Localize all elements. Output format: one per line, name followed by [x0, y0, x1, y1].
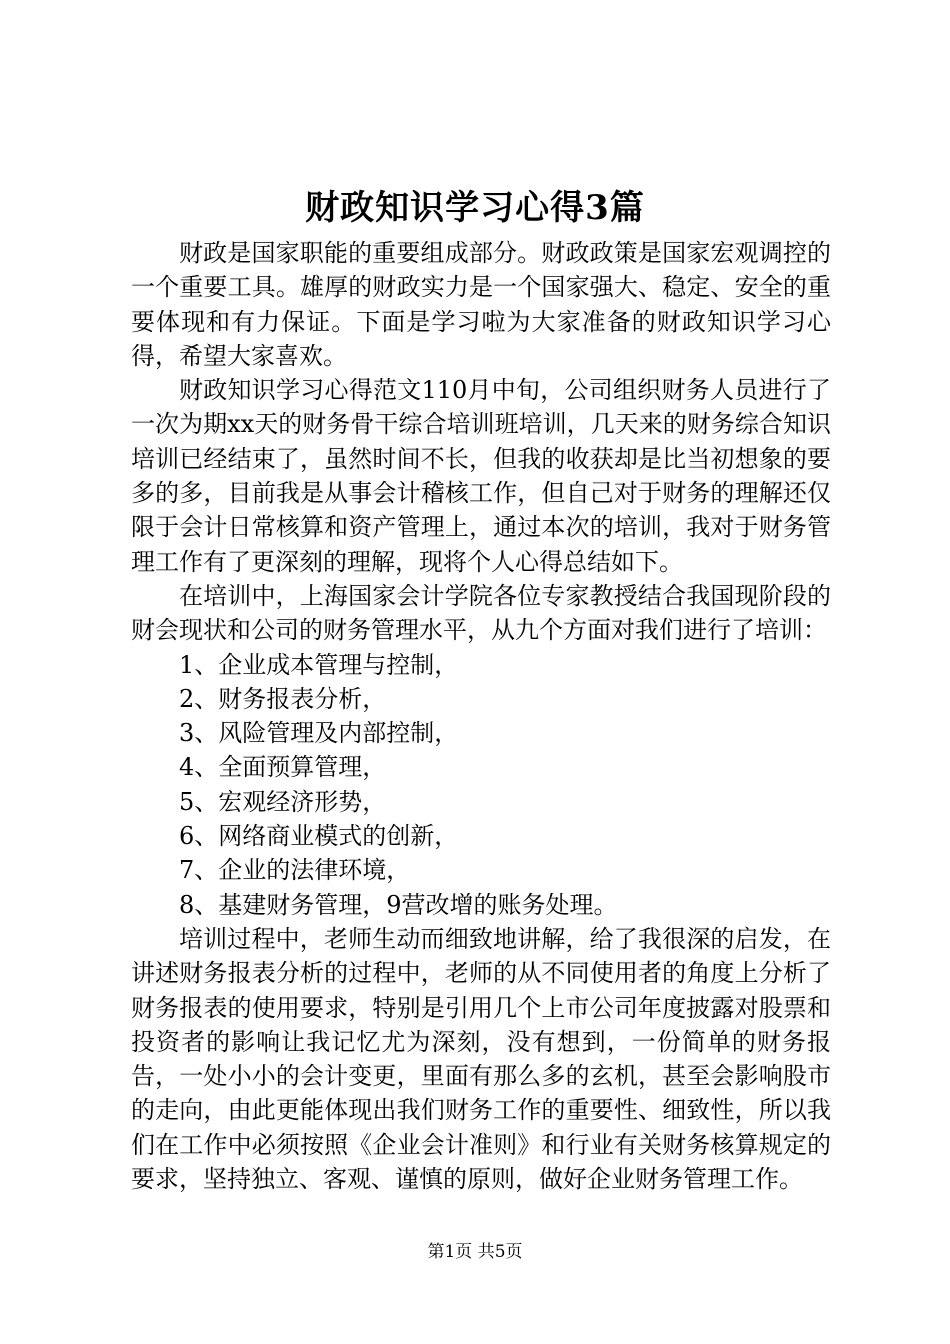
training-paragraph: 在培训中，上海国家会计学院各位专家教授结合我国现阶段的财会现状和公司的财务管理水平，从九个方面对我们进行了培训： [131, 581, 831, 645]
closing-paragraph: 培训过程中，老师生动而细致地讲解，给了我很深的启发，在讲述财务报表分析的过程中，老师的从不同使用者的角度上分析了财务报表的使用要求，特别是引用几个上市公司年度披露对股票和投资者的影响让我记忆尤为深刻，没有想到，一份简单的财务报告，一处小小的会计变更，里面有那么多的玄机，甚至会影响股市的走向，由此更能体现出我们财务工作的重要性、细致性，所以我们在工作中必须按照《企业会计准则》和行业有关财务核算规定的要求，坚持独立、客观、谨慎的原则，做好企业财务管理工作。 [131, 924, 831, 1194]
list-item: 3、风险管理及内部控制， [179, 719, 459, 748]
list-item: 6、网络商业模式的创新， [179, 822, 459, 851]
list-item: 4、全面预算管理， [179, 753, 387, 782]
list-item: 1、企业成本管理与控制， [179, 650, 459, 679]
document-body [131, 236, 831, 1196]
page-number-footer: 第1页 共5页 [427, 1242, 523, 1262]
intro-paragraph: 财政是国家职能的重要组成部分。财政政策是国家宏观调控的一个重要工具。雄厚的财政实力是一个国家强大、稳定、安全的重要体现和有力保证。下面是学习啦为大家准备的财政知识学习心得，希望大家喜欢。 [131, 239, 831, 370]
training-topic-list [131, 648, 831, 922]
list-item: 2、财务报表分析， [179, 684, 387, 713]
essay-paragraph: 财政知识学习心得范文110月中旬，公司组织财务人员进行了一次为期xx天的财务骨干综合培训班培训，几天来的财务综合知识培训已经结束了，虽然时间不长，但我的收获却是比当初想象的要多的多，目前我是从事会计稽核工作，但自己对于财务的理解还仅限于会计日常核算和资产管理上，通过本次的培训，我对于财务管理工作有了更深刻的理解，现将个人心得总结如下。 [131, 376, 831, 576]
list-item: 5、宏观经济形势， [179, 787, 387, 816]
document-title: 财政知识学习心得3篇 [305, 188, 645, 228]
list-item: 7、企业的法律环境， [179, 856, 411, 885]
list-item: 8、基建财务管理，9营改增的账务处理。 [179, 890, 618, 919]
